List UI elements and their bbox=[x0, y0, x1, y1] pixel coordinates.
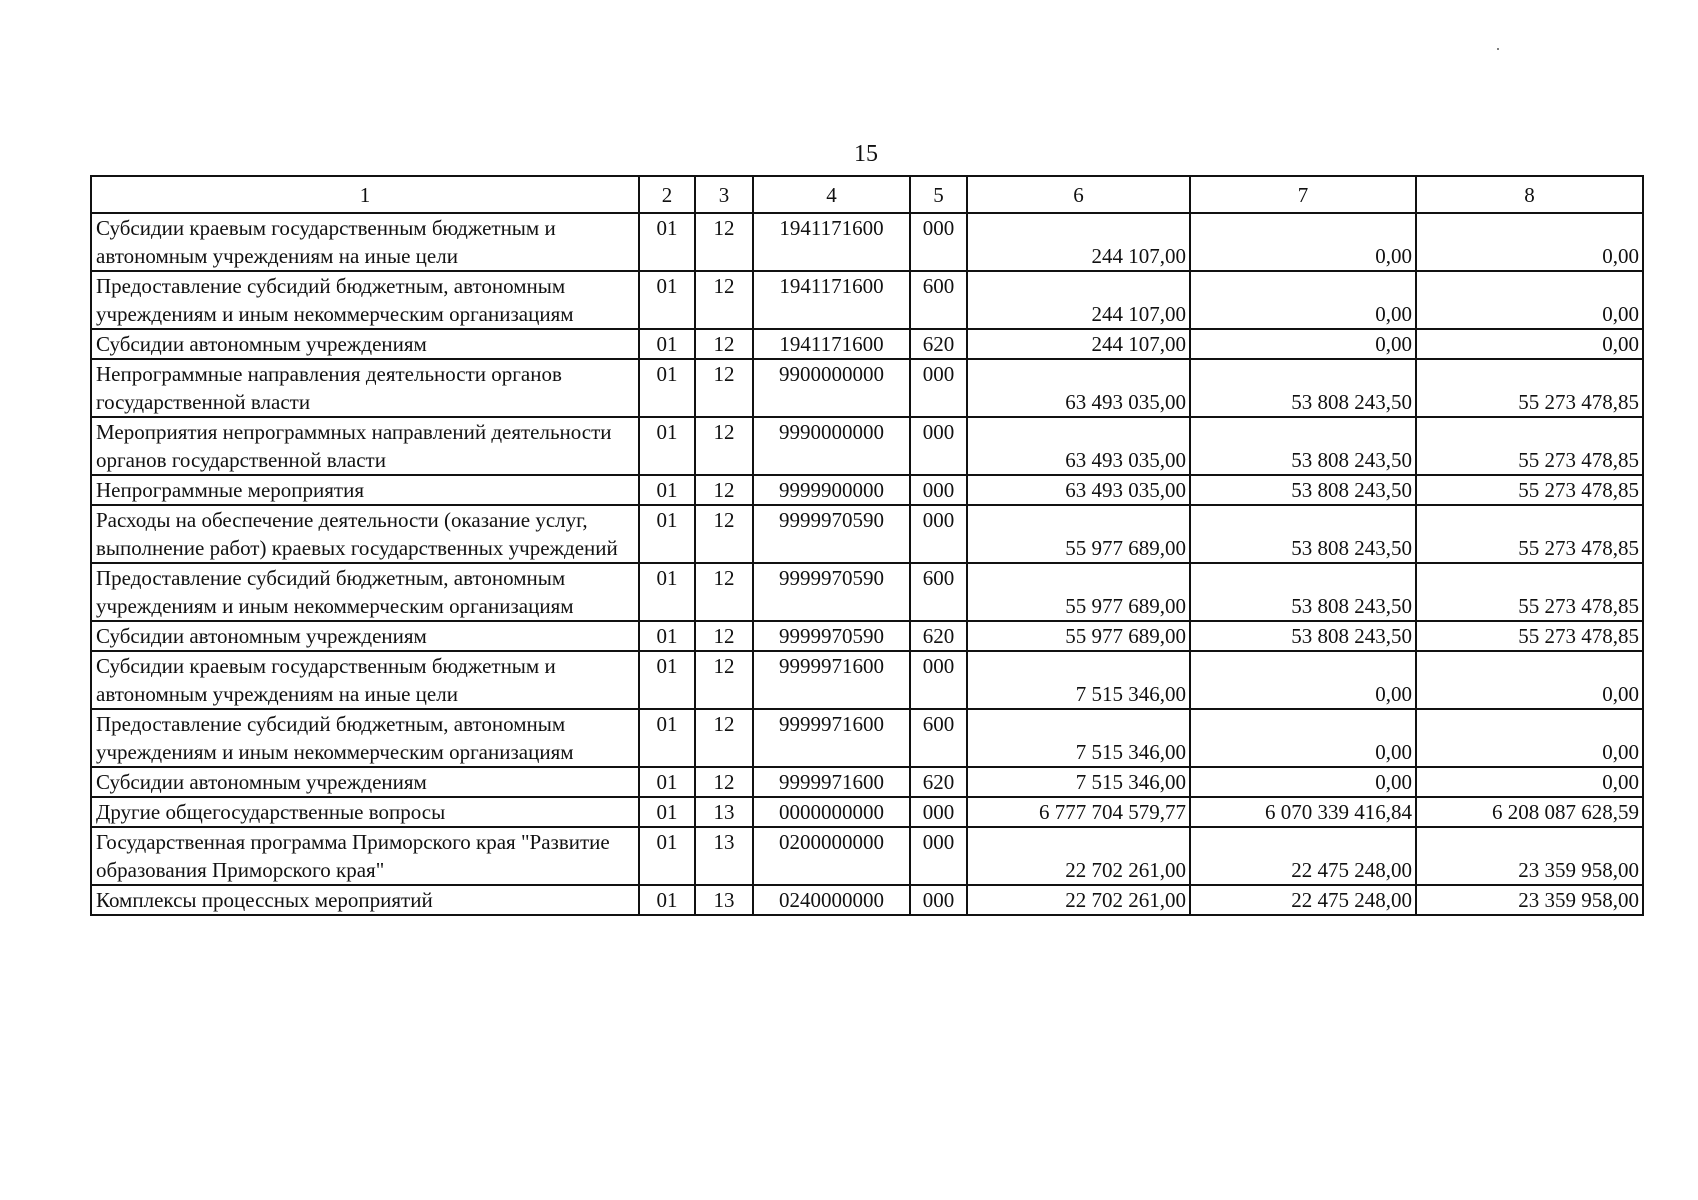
amount-cell: 53 808 243,50 bbox=[1190, 505, 1416, 563]
subsection-code-cell: 12 bbox=[695, 271, 753, 329]
column-header: 4 bbox=[753, 176, 910, 213]
amount-cell: 55 977 689,00 bbox=[967, 505, 1190, 563]
expense-type-cell: 620 bbox=[910, 329, 967, 359]
row-name-cell: Предоставление субсидий бюджетным, автономным учреждениям и иным некоммерческим организациям bbox=[91, 271, 639, 329]
table-row bbox=[91, 827, 1643, 885]
subsection-code-cell: 12 bbox=[695, 213, 753, 271]
subsection-code-cell: 12 bbox=[695, 359, 753, 417]
target-article-cell: 9999970590 bbox=[753, 621, 910, 651]
subsection-code-cell: 12 bbox=[695, 651, 753, 709]
target-article-cell: 9999971600 bbox=[753, 651, 910, 709]
target-article-cell: 9999971600 bbox=[753, 767, 910, 797]
row-name-cell: Субсидии краевым государственным бюджетным и автономным учреждениям на иные цели bbox=[91, 213, 639, 271]
target-article-cell: 0240000000 bbox=[753, 885, 910, 915]
amount-cell: 244 107,00 bbox=[967, 329, 1190, 359]
amount-cell: 0,00 bbox=[1416, 651, 1643, 709]
expense-type-cell: 620 bbox=[910, 767, 967, 797]
target-article-cell: 9999970590 bbox=[753, 505, 910, 563]
table-row bbox=[91, 709, 1643, 767]
expense-type-cell: 000 bbox=[910, 213, 967, 271]
row-name-cell: Субсидии краевым государственным бюджетным и автономным учреждениям на иные цели bbox=[91, 651, 639, 709]
target-article-cell: 9990000000 bbox=[753, 417, 910, 475]
amount-cell: 0,00 bbox=[1416, 271, 1643, 329]
amount-cell: 55 273 478,85 bbox=[1416, 417, 1643, 475]
column-header: 8 bbox=[1416, 176, 1643, 213]
amount-cell: 53 808 243,50 bbox=[1190, 621, 1416, 651]
section-code-cell: 01 bbox=[639, 709, 695, 767]
column-header: 6 bbox=[967, 176, 1190, 213]
table-row bbox=[91, 563, 1643, 621]
expense-type-cell: 000 bbox=[910, 359, 967, 417]
target-article-cell: 0000000000 bbox=[753, 797, 910, 827]
row-name-cell: Мероприятия непрограммных направлений деятельности органов государственной власти bbox=[91, 417, 639, 475]
expense-type-cell: 000 bbox=[910, 417, 967, 475]
section-code-cell: 01 bbox=[639, 651, 695, 709]
section-code-cell: 01 bbox=[639, 475, 695, 505]
row-name-cell: Субсидии автономным учреждениям bbox=[91, 767, 639, 797]
amount-cell: 55 273 478,85 bbox=[1416, 563, 1643, 621]
table-header-row bbox=[91, 176, 1643, 213]
row-name-cell: Предоставление субсидий бюджетным, автономным учреждениям и иным некоммерческим организациям bbox=[91, 563, 639, 621]
amount-cell: 63 493 035,00 bbox=[967, 359, 1190, 417]
amount-cell: 0,00 bbox=[1190, 213, 1416, 271]
amount-cell: 7 515 346,00 bbox=[967, 651, 1190, 709]
row-name-cell: Расходы на обеспечение деятельности (оказание услуг, выполнение работ) краевых государственных учреждений bbox=[91, 505, 639, 563]
section-code-cell: 01 bbox=[639, 213, 695, 271]
amount-cell: 0,00 bbox=[1190, 709, 1416, 767]
subsection-code-cell: 13 bbox=[695, 827, 753, 885]
table-row bbox=[91, 651, 1643, 709]
table-row bbox=[91, 885, 1643, 915]
amount-cell: 53 808 243,50 bbox=[1190, 417, 1416, 475]
section-code-cell: 01 bbox=[639, 563, 695, 621]
table-row bbox=[91, 213, 1643, 271]
target-article-cell: 9999900000 bbox=[753, 475, 910, 505]
amount-cell: 63 493 035,00 bbox=[967, 475, 1190, 505]
amount-cell: 0,00 bbox=[1190, 767, 1416, 797]
subsection-code-cell: 12 bbox=[695, 563, 753, 621]
expense-type-cell: 600 bbox=[910, 271, 967, 329]
amount-cell: 244 107,00 bbox=[967, 271, 1190, 329]
target-article-cell: 9900000000 bbox=[753, 359, 910, 417]
expense-type-cell: 000 bbox=[910, 827, 967, 885]
amount-cell: 22 702 261,00 bbox=[967, 885, 1190, 915]
amount-cell: 53 808 243,50 bbox=[1190, 359, 1416, 417]
amount-cell: 244 107,00 bbox=[967, 213, 1190, 271]
amount-cell: 7 515 346,00 bbox=[967, 709, 1190, 767]
column-header: 2 bbox=[639, 176, 695, 213]
subsection-code-cell: 12 bbox=[695, 709, 753, 767]
table-row bbox=[91, 329, 1643, 359]
target-article-cell: 9999970590 bbox=[753, 563, 910, 621]
expense-type-cell: 620 bbox=[910, 621, 967, 651]
amount-cell: 23 359 958,00 bbox=[1416, 885, 1643, 915]
scan-speck bbox=[1497, 48, 1499, 50]
row-name-cell: Субсидии автономным учреждениям bbox=[91, 329, 639, 359]
amount-cell: 0,00 bbox=[1416, 213, 1643, 271]
amount-cell: 0,00 bbox=[1190, 651, 1416, 709]
amount-cell: 22 702 261,00 bbox=[967, 827, 1190, 885]
amount-cell: 23 359 958,00 bbox=[1416, 827, 1643, 885]
page-number: 15 bbox=[854, 141, 878, 167]
row-name-cell: Непрограммные мероприятия bbox=[91, 475, 639, 505]
amount-cell: 6 208 087 628,59 bbox=[1416, 797, 1643, 827]
section-code-cell: 01 bbox=[639, 359, 695, 417]
table-body bbox=[91, 176, 1643, 915]
table-row bbox=[91, 475, 1643, 505]
subsection-code-cell: 13 bbox=[695, 885, 753, 915]
column-header: 7 bbox=[1190, 176, 1416, 213]
subsection-code-cell: 13 bbox=[695, 797, 753, 827]
amount-cell: 53 808 243,50 bbox=[1190, 475, 1416, 505]
expense-type-cell: 000 bbox=[910, 505, 967, 563]
table-row bbox=[91, 505, 1643, 563]
amount-cell: 0,00 bbox=[1416, 767, 1643, 797]
expense-type-cell: 000 bbox=[910, 885, 967, 915]
section-code-cell: 01 bbox=[639, 417, 695, 475]
row-name-cell: Другие общегосударственные вопросы bbox=[91, 797, 639, 827]
section-code-cell: 01 bbox=[639, 271, 695, 329]
row-name-cell: Государственная программа Приморского края "Развитие образования Приморского края" bbox=[91, 827, 639, 885]
amount-cell: 55 273 478,85 bbox=[1416, 475, 1643, 505]
target-article-cell: 1941171600 bbox=[753, 329, 910, 359]
amount-cell: 0,00 bbox=[1416, 329, 1643, 359]
expense-type-cell: 000 bbox=[910, 651, 967, 709]
section-code-cell: 01 bbox=[639, 885, 695, 915]
amount-cell: 22 475 248,00 bbox=[1190, 827, 1416, 885]
subsection-code-cell: 12 bbox=[695, 621, 753, 651]
amount-cell: 0,00 bbox=[1190, 271, 1416, 329]
amount-cell: 0,00 bbox=[1416, 709, 1643, 767]
section-code-cell: 01 bbox=[639, 767, 695, 797]
expense-type-cell: 600 bbox=[910, 709, 967, 767]
table-row bbox=[91, 271, 1643, 329]
section-code-cell: 01 bbox=[639, 505, 695, 563]
table-row bbox=[91, 359, 1643, 417]
expense-type-cell: 000 bbox=[910, 475, 967, 505]
section-code-cell: 01 bbox=[639, 621, 695, 651]
amount-cell: 55 977 689,00 bbox=[967, 621, 1190, 651]
column-header: 1 bbox=[91, 176, 639, 213]
amount-cell: 55 273 478,85 bbox=[1416, 505, 1643, 563]
row-name-cell: Субсидии автономным учреждениям bbox=[91, 621, 639, 651]
budget-table bbox=[90, 175, 1644, 916]
section-code-cell: 01 bbox=[639, 827, 695, 885]
expense-type-cell: 600 bbox=[910, 563, 967, 621]
amount-cell: 63 493 035,00 bbox=[967, 417, 1190, 475]
table-row bbox=[91, 767, 1643, 797]
amount-cell: 55 977 689,00 bbox=[967, 563, 1190, 621]
amount-cell: 6 070 339 416,84 bbox=[1190, 797, 1416, 827]
target-article-cell: 0200000000 bbox=[753, 827, 910, 885]
table-row bbox=[91, 797, 1643, 827]
section-code-cell: 01 bbox=[639, 329, 695, 359]
table-row bbox=[91, 621, 1643, 651]
row-name-cell: Непрограммные направления деятельности органов государственной власти bbox=[91, 359, 639, 417]
amount-cell: 22 475 248,00 bbox=[1190, 885, 1416, 915]
expense-type-cell: 000 bbox=[910, 797, 967, 827]
subsection-code-cell: 12 bbox=[695, 767, 753, 797]
subsection-code-cell: 12 bbox=[695, 505, 753, 563]
amount-cell: 53 808 243,50 bbox=[1190, 563, 1416, 621]
column-header: 5 bbox=[910, 176, 967, 213]
amount-cell: 6 777 704 579,77 bbox=[967, 797, 1190, 827]
column-header: 3 bbox=[695, 176, 753, 213]
subsection-code-cell: 12 bbox=[695, 475, 753, 505]
row-name-cell: Предоставление субсидий бюджетным, автономным учреждениям и иным некоммерческим организациям bbox=[91, 709, 639, 767]
target-article-cell: 1941171600 bbox=[753, 213, 910, 271]
amount-cell: 0,00 bbox=[1190, 329, 1416, 359]
amount-cell: 55 273 478,85 bbox=[1416, 621, 1643, 651]
row-name-cell: Комплексы процессных мероприятий bbox=[91, 885, 639, 915]
subsection-code-cell: 12 bbox=[695, 417, 753, 475]
target-article-cell: 9999971600 bbox=[753, 709, 910, 767]
target-article-cell: 1941171600 bbox=[753, 271, 910, 329]
amount-cell: 55 273 478,85 bbox=[1416, 359, 1643, 417]
amount-cell: 7 515 346,00 bbox=[967, 767, 1190, 797]
table-row bbox=[91, 417, 1643, 475]
subsection-code-cell: 12 bbox=[695, 329, 753, 359]
section-code-cell: 01 bbox=[639, 797, 695, 827]
